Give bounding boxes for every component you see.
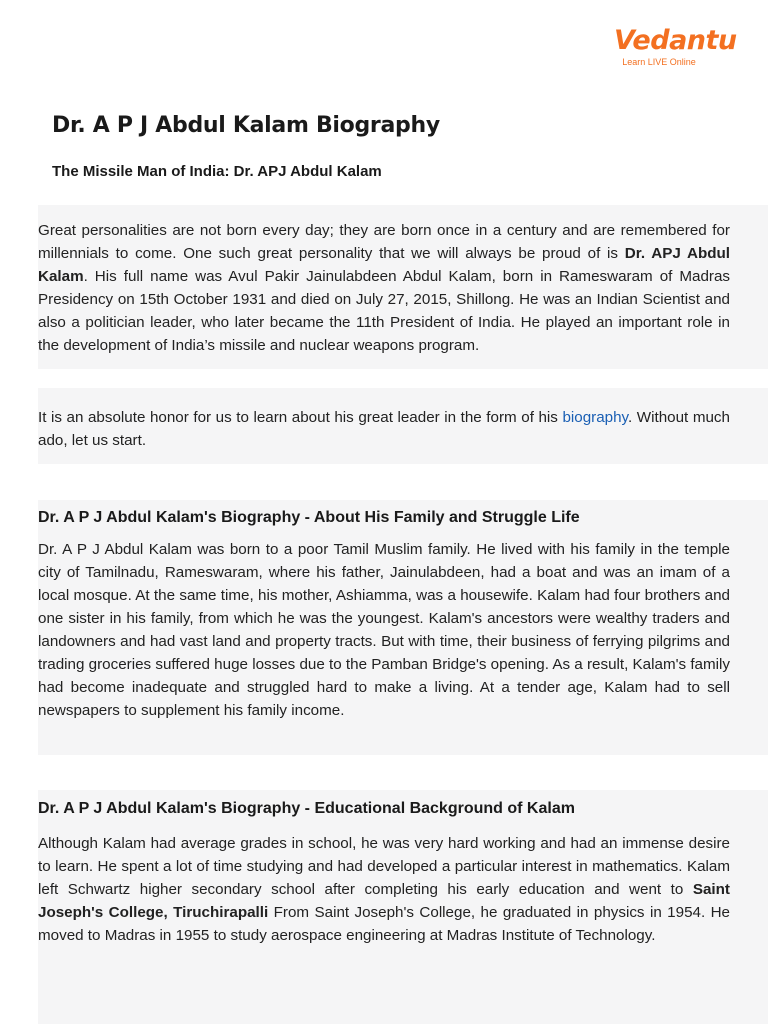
family-paragraph: Dr. A P J Abdul Kalam was born to a poor Tamil Muslim family. He lived with his family in the temple city of Tamilnadu, Rameswaram, where his father, Jainulabdeen, had a boat and was an imam of a local mosque. At the same time, his mother, Ashiamma, was a housewife. Kalam had four brothers and one sister in his family, from which he was the youngest. Kalam's ancestors were wealthy traders and landowners and had vast land and property tracts. But with time, their business of ferrying pilgrims and trading groceries suffered huge losses due to the Pamban Bridge's opening. As a result, Kalam's family had become inadequate and struggled hard to make a living. At a tender age, Kalam had to sell newspapers to supplement his family income.	[38, 541, 730, 719]
education-text-part2: From Saint Joseph's College, he graduated in physics in 1954. He moved to Madras in 1955 to study aerospace engineering at Madras Institute of Technology.	[38, 904, 731, 944]
page-subtitle: The Missile Man of India: Dr. APJ Abdul Kalam	[52, 163, 382, 180]
intro-name-bold: Dr. APJ Abdul Kalam	[38, 245, 730, 285]
intro2-text-part1: It is an absolute honor for us to learn about his great leader in the form of his	[38, 409, 563, 426]
logo-tagline: Learn LIVE Online	[622, 57, 696, 67]
vedantu-logo	[614, 25, 737, 68]
intro-text-part1: Great personalities are not born every day; they are born once in a century and are remembered for millennials to come. One such great personality that we will always be proud of is	[38, 222, 730, 262]
education-heading: Dr. A P J Abdul Kalam's Biography - Educational Background of Kalam	[38, 800, 575, 817]
intro-text-part2: . His full name was Avul Pakir Jainulabdeen Abdul Kalam, born in Rameswaram of Madras Presidency on 15th October 1931 and died on July 27, 2015, Shillong. He was an Indian Scientist and also a politician leader, who later became the 11th President of India. He played an important role in the development of India’s missile and nuclear weapons program.	[38, 268, 730, 354]
education-paragraph	[38, 832, 730, 947]
biography-link[interactable]: biography	[562, 409, 629, 426]
college-name-bold: Saint Joseph's College, Tiruchirapalli	[38, 881, 730, 921]
education-text-part1: Although Kalam had average grades in school, he was very hard working and had an immense desire to learn. He spent a lot of time studying and had developed a particular interest in mathematics. Kalam left Schwartz higher secondary school after completing his early education and went to	[38, 835, 730, 898]
intro2-text-part2: . Without much ado, let us start.	[38, 409, 730, 449]
logo-wordmark: Vedantu	[614, 25, 737, 56]
family-heading: Dr. A P J Abdul Kalam's Biography - About His Family and Struggle Life	[38, 509, 580, 526]
page-title: Dr. A P J Abdul Kalam Biography	[52, 113, 440, 138]
intro-paragraph	[38, 219, 730, 357]
intro-paragraph-2	[38, 406, 730, 452]
